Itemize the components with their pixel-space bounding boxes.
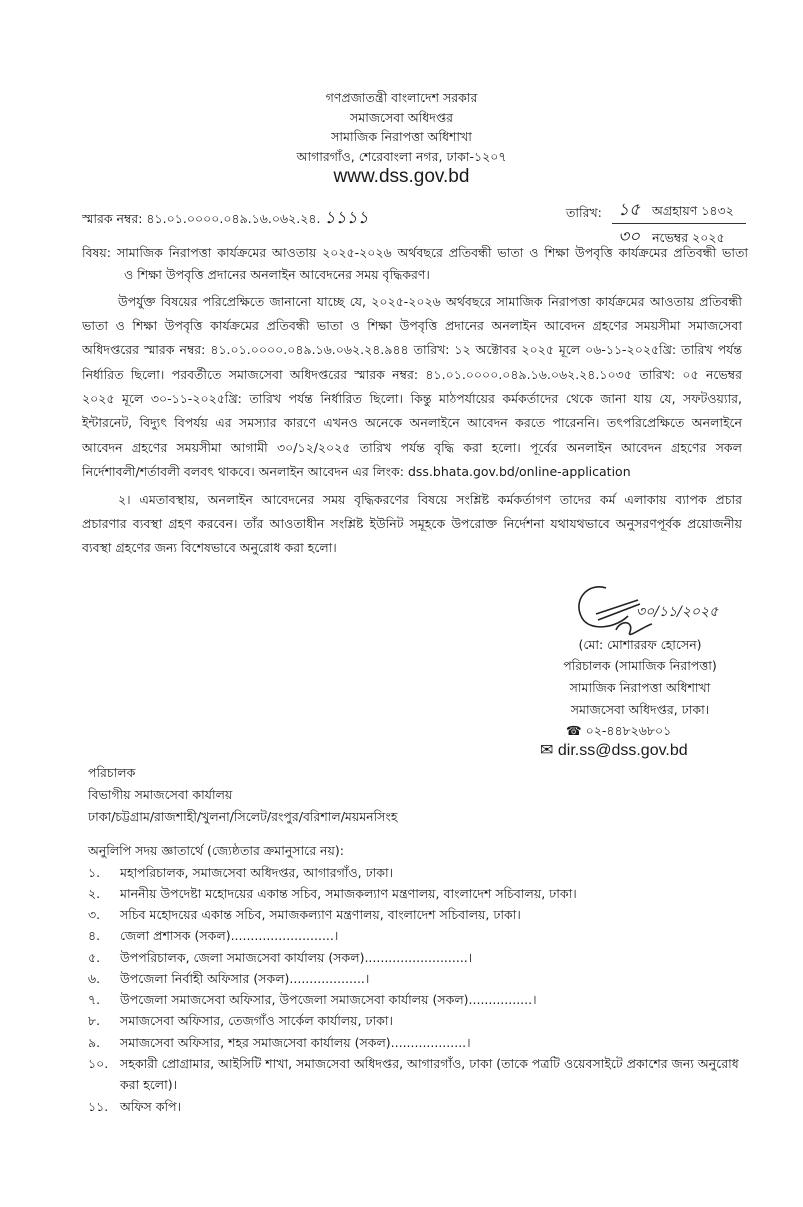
website-link[interactable]: www.dss.gov.bd bbox=[333, 166, 470, 187]
email-address[interactable]: dir.ss@dss.gov.bd bbox=[557, 742, 688, 759]
paragraph-2-line: ব্যবস্থা গ্রহণের জন্য বিশেষভাবে অনুরোধ করা হলো। bbox=[82, 540, 337, 555]
item-number: ৮. bbox=[88, 1013, 101, 1028]
paragraph-2-line: প্রচারণার ব্যবস্থা গ্রহণ করবেন। তাঁর আওতাধীন সংশ্লিষ্ট ইউনিট সমূহকে উপরোক্ত নির্দেশনা যথাযথভাবে অনুসরণপূর্বক প্রয়োজনীয় bbox=[82, 516, 742, 531]
signatory-designation: পরিচালক (সামাজিক নিরাপত্তা) bbox=[563, 658, 717, 673]
item-number: ১০. bbox=[88, 1056, 109, 1071]
paragraph-1-line: নির্ধারিত ছিলো। পরবর্তীতে সমাজসেবা অধিদপ্তরের স্মারক নম্বর: ৪১.০১.০০০০.০৪৯.১৬.০৬২.২৪.১০৩৫ তারিখ: ০৫ নভেম্বর bbox=[82, 367, 742, 382]
paragraph-1-line: উপর্যুক্ত বিষয়ের পরিপ্রেক্ষিতে জানানো যাচ্ছে যে, ২০২৫-২০২৬ অর্থবছরে সামাজিক নিরাপত্তা কার্যক্রমের আওতায় প্রতিবন্ধী bbox=[118, 294, 742, 309]
email-contact bbox=[540, 740, 688, 760]
item-text: সচিব মহোদয়ের একান্ত সচিব, সমাজকল্যাণ মন্ত্রণালয়, বাংলাদেশ সচিবালয়, ঢাকা। bbox=[120, 907, 521, 922]
envelope-icon: ✉ bbox=[540, 742, 554, 759]
paragraph-1-line: ২০২৫ মূলে ৩০-১১-২০২৫খ্রি: তারিখ পর্যন্ত নির্ধারিত ছিলো। কিন্তু মাঠপর্যায়ের কর্মকর্তাদের থেকে জানা যায় যে, সফটওয়্যার, bbox=[82, 391, 742, 406]
item-number: ৪. bbox=[88, 928, 101, 943]
phone-icon: ☎ bbox=[566, 723, 582, 738]
item-text: উপজেলা সমাজসেবা অফিসার, উপজেলা সমাজসেবা কার্যালয় (সকল)................। bbox=[120, 992, 537, 1007]
subject-line: ও শিক্ষা উপবৃত্তি প্রদানের অনলাইন আবেদনের সময় বৃদ্ধিকরণ। bbox=[124, 267, 430, 282]
item-text: সমাজসেবা অফিসার, তেজগাঁও সার্কেল কার্যালয়, ঢাকা। bbox=[120, 1013, 394, 1028]
item-text: উপজেলা নির্বাহী অফিসার (সকল)...................। bbox=[120, 971, 370, 986]
signatory-branch: সামাজিক নিরাপত্তা অধিশাখা bbox=[569, 680, 711, 695]
signatory-office: সমাজসেবা অধিদপ্তর, ঢাকা। bbox=[570, 702, 710, 717]
item-text: সমাজসেবা অফিসার, শহর সমাজসেবা কার্যালয় (সকল)...................। bbox=[120, 1035, 471, 1050]
item-text: অফিস কপি। bbox=[120, 1099, 182, 1114]
item-number: ২. bbox=[88, 886, 101, 901]
item-number: ৭. bbox=[88, 992, 101, 1007]
bangla-day: ১৫ bbox=[618, 200, 641, 220]
bangla-date bbox=[618, 197, 734, 225]
item-number: ৯. bbox=[88, 1035, 101, 1050]
memo-label: স্মারক নম্বর: ৪১.০১.০০০০.০৪৯.১৬.০৬২.২৪. bbox=[82, 211, 321, 226]
memo-handwritten-number: ১১১১ bbox=[324, 208, 369, 228]
item-number: ৩. bbox=[88, 907, 101, 922]
recipient-divisions: ঢাকা/চট্টগ্রাম/রাজশাহী/খুলনা/সিলেট/রংপুর/বরিশাল/ময়মনসিংহ bbox=[88, 809, 398, 824]
item-number: ৬. bbox=[88, 971, 101, 986]
item-text: সহকারী প্রোগ্রামার, আইসিটি শাখা, সমাজসেবা অধিদপ্তর, আগারগাঁও, ঢাকা (তাকে পত্রটি ওয়েবসাইটে প্রকাশের জন্য অনুরোধ bbox=[120, 1056, 739, 1071]
paragraph-1-line: ভাতা ও শিক্ষা উপবৃত্তি কার্যক্রমের প্রতিবন্ধী ভাতা ও শিক্ষা উপবৃত্তি প্রদানের অনলাইন আবেদন গ্রহণের সময়সীমা সমাজসেবা bbox=[82, 318, 742, 333]
item-number: ১. bbox=[88, 865, 101, 880]
item-number: ৫. bbox=[88, 950, 101, 965]
paragraph-1-line: অধিদপ্তরের স্মারক নম্বর: ৪১.০১.০০০০.০৪৯.১৬.০৬২.২৪.৯৪৪ তারিখ: ১২ অক্টোবর ২০২৫ মূলে ০৬-১১-২০২৫খ্রি: তারিখ পর্যন্ত bbox=[82, 342, 742, 357]
paragraph-1-line: ইন্টারনেট, বিদ্যুৎ বিপর্যয় এর সমস্যার কারণে এখনও অনেকে অনলাইনে আবেদন করতে পারেননি। তৎপরিপ্রেক্ষিতে অনলাইনে bbox=[82, 415, 742, 430]
branch-name: সামাজিক নিরাপত্তা অধিশাখা bbox=[331, 129, 472, 144]
department-name: সমাজসেবা অধিদপ্তর bbox=[350, 110, 453, 125]
paragraph-1-line: নির্দেশাবলী/শর্তাবলী বলবৎ থাকবে। অনলাইন আবেদন এর লিংক: dss.bhata.gov.bd/online-application bbox=[82, 464, 631, 479]
item-text: উপপরিচালক, জেলা সমাজসেবা কার্যালয় (সকল)..........................। bbox=[120, 950, 473, 965]
item-text: মহাপরিচালক, সমাজসেবা অধিদপ্তর, আগারগাঁও, ঢাকা। bbox=[120, 865, 394, 880]
paragraph-1-line: আবেদন গ্রহণের সময়সীমা আগামী ৩০/১২/২০২৫ তারিখ পর্যন্ত বৃদ্ধি করা হলো। পূর্বের অনলাইন আবেদন গ্রহণের সকল bbox=[82, 440, 742, 455]
copy-list-heading: অনুলিপি সদয় জ্ঞাতার্থে (জ্যেষ্ঠতার ক্রমানুসারে নয়): bbox=[88, 843, 344, 858]
recipient-office: বিভাগীয় সমাজসেবা কার্যালয় bbox=[88, 787, 233, 802]
date-label: তারিখ: bbox=[566, 205, 602, 220]
memo-number bbox=[82, 205, 369, 233]
subject-line: বিষয়: সামাজিক নিরাপত্তা কার্যক্রমের আওতায় ২০২৫-২০২৬ অর্থবছরে প্রতিবন্ধী ভাতা ও শিক্ষা উপবৃত্তি কার্যক্রমের প্রতিবন্ধী ভাতা bbox=[82, 245, 748, 260]
english-day: ৩০ bbox=[618, 227, 641, 247]
recipient-title: পরিচালক bbox=[88, 765, 136, 780]
signature-date: ৩০/১১/২০২৫ bbox=[636, 604, 719, 620]
address: আগারগাঁও, শেরেবাংলা নগর, ঢাকা-১২০৭ bbox=[296, 149, 507, 164]
paragraph-2-line: ২। এমতাবস্থায়, অনলাইন আবেদনের সময় বৃদ্ধিকরণের বিষয়ে সংশ্লিষ্ট কর্মকর্তাগণ তাদের কর্ম এলাকায় ব্যাপক প্রচার bbox=[118, 492, 742, 507]
item-text-continued: করা হলো)। bbox=[120, 1077, 178, 1092]
phone-number: ০২-৪৪৮২৬৮০১ bbox=[585, 723, 672, 738]
govt-name: গণপ্রজাতন্ত্রী বাংলাদেশ সরকার bbox=[325, 90, 478, 105]
item-text: জেলা প্রশাসক (সকল)..........................। bbox=[120, 928, 339, 943]
item-text: মাননীয় উপদেষ্টা মহোদয়ের একান্ত সচিব, সমাজকল্যাণ মন্ত্রণালয়, বাংলাদেশ সচিবালয়, ঢাকা। bbox=[120, 886, 577, 901]
english-month-year: নভেম্বর ২০২৫ bbox=[652, 230, 725, 245]
bangla-month-year: অগ্রহায়ণ ১৪৩২ bbox=[652, 203, 734, 218]
item-number: ১১. bbox=[88, 1099, 109, 1114]
signatory-name: (মো: মোশাররফ হোসেন) bbox=[578, 637, 702, 652]
